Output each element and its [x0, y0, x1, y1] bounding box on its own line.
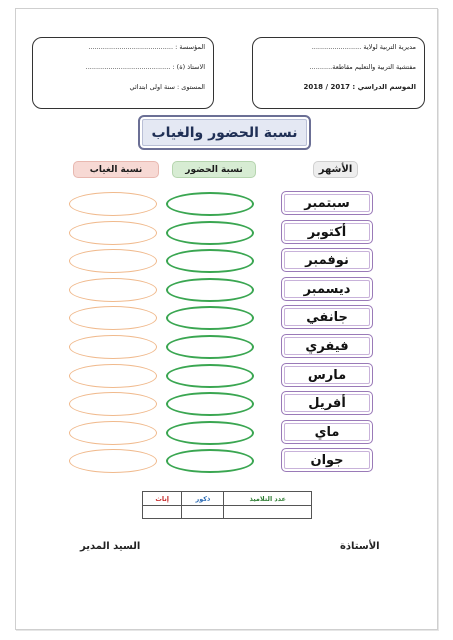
absence-oval[interactable]: [69, 192, 157, 216]
month-box: مارس: [281, 363, 373, 387]
presence-oval[interactable]: [166, 192, 254, 216]
directorate-line: مديرية التربية لولاية ........................: [311, 44, 416, 51]
month-box: ديسمبر: [281, 277, 373, 301]
month-box: فيفري: [281, 334, 373, 358]
inspectorate-line: مفتشية التربية والتعليم مقاطعة...........: [309, 64, 416, 71]
absence-oval[interactable]: [69, 249, 157, 273]
month-box: أفريل: [281, 391, 373, 415]
absence-oval[interactable]: [69, 392, 157, 416]
male-header: ذكور: [182, 492, 224, 506]
level-line: المستوى : سنة أولى ابتدائي: [129, 84, 205, 91]
absence-oval[interactable]: [69, 449, 157, 473]
presence-column-header: نسبة الحضور: [172, 161, 256, 178]
season-line: [261, 84, 416, 104]
female-cell[interactable]: [143, 506, 182, 519]
presence-oval[interactable]: [166, 392, 254, 416]
month-box: نوفمبر: [281, 248, 373, 272]
presence-oval[interactable]: [166, 364, 254, 388]
teacher-signature-label: الأستاذة: [340, 541, 380, 552]
month-box: جوان: [281, 448, 373, 472]
absence-oval[interactable]: [69, 335, 157, 359]
absence-oval[interactable]: [69, 306, 157, 330]
total-students-cell[interactable]: [224, 506, 312, 519]
presence-oval[interactable]: [166, 335, 254, 359]
absence-oval[interactable]: [69, 221, 157, 245]
school-info-box: [252, 37, 425, 109]
season-value: 2017 / 2018: [303, 84, 350, 91]
male-cell[interactable]: [182, 506, 224, 519]
absence-column-header: نسبة الغياب: [73, 161, 159, 178]
teacher-line: الأستاذ (ة) : .........................................: [85, 64, 205, 71]
presence-oval[interactable]: [166, 249, 254, 273]
presence-oval[interactable]: [166, 278, 254, 302]
table-value-row: [143, 506, 312, 519]
season-label: الموسم الدراسي :: [352, 84, 416, 91]
month-box: سبتمبر: [281, 191, 373, 215]
month-box: أكتوبر: [281, 220, 373, 244]
absence-oval[interactable]: [69, 421, 157, 445]
months-column-header: الأشهر: [313, 161, 358, 178]
total-students-header: عدد التلاميذ: [224, 492, 312, 506]
female-header: إناث: [143, 492, 182, 506]
presence-oval[interactable]: [166, 221, 254, 245]
students-count-table: [142, 491, 312, 519]
page-title: نسبة الحضور والغياب: [138, 115, 311, 150]
institution-line: المؤسسة : .........................................: [88, 44, 205, 51]
absence-oval[interactable]: [69, 364, 157, 388]
presence-oval[interactable]: [166, 306, 254, 330]
month-box: جانفي: [281, 305, 373, 329]
presence-oval[interactable]: [166, 421, 254, 445]
presence-oval[interactable]: [166, 449, 254, 473]
month-box: ماي: [281, 420, 373, 444]
table-header-row: [143, 492, 312, 506]
director-signature-label: السيد المدير: [80, 541, 141, 552]
class-info-box: [32, 37, 214, 109]
absence-oval[interactable]: [69, 278, 157, 302]
